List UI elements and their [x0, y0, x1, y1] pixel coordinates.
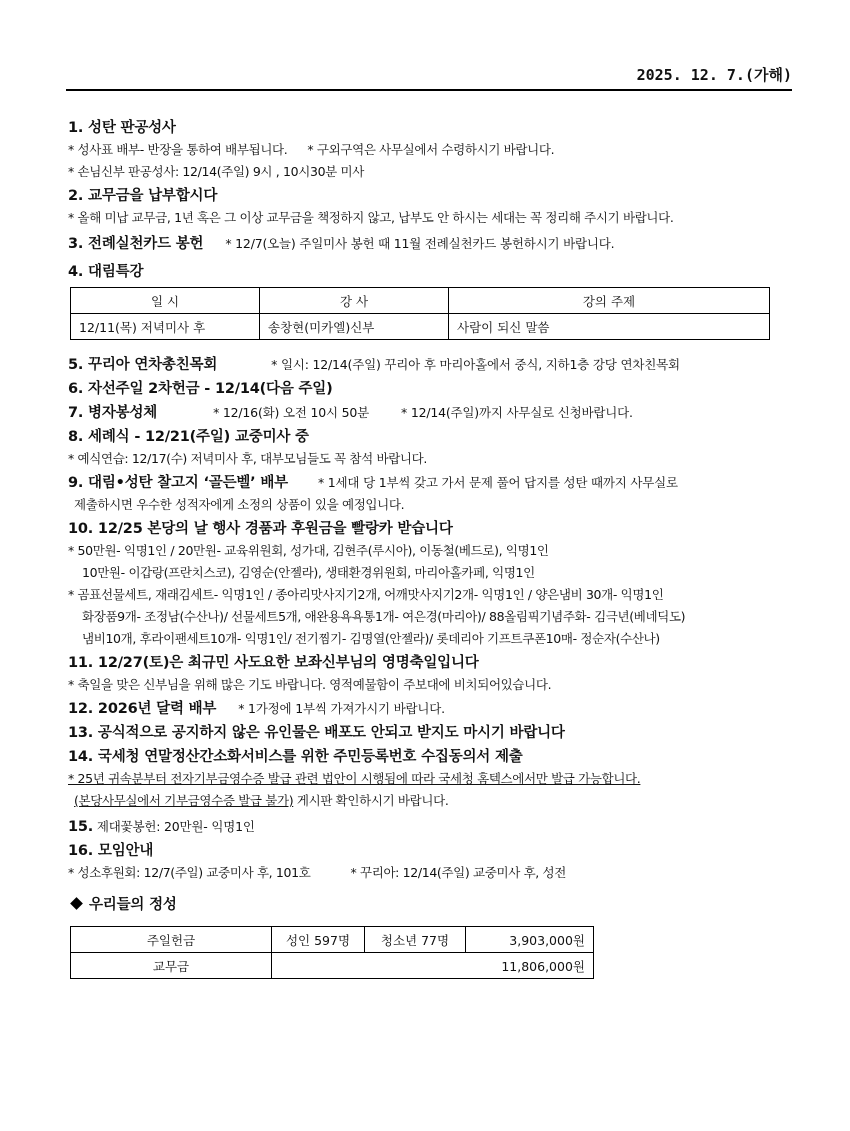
section-10-line: 10만원- 이갑랑(프란치스코), 김영순(안젤라), 생태환경위원회, 마리아홀카페, 익명1인 — [82, 565, 535, 580]
section-1-title: 1. 성탄 판공성사 — [68, 120, 176, 136]
section-8-line: * 예식연습: 12/17(수) 저녁미사 후, 대부모님들도 꼭 참석 바랍니다. — [68, 451, 427, 466]
table-header: 일 시 — [71, 288, 260, 314]
table-cell: 송창현(미카엘)신부 — [260, 314, 449, 340]
table-cell: 교무금 — [71, 953, 272, 979]
section-11-title: 11. 12/27(토)은 최규민 사도요한 보좌신부님의 영명축일입니다 — [68, 655, 479, 671]
section-11-line: * 축일을 맞은 신부님을 위해 많은 기도 바랍니다. 영적예물함이 주보대에 비치되어있습니다. — [68, 677, 552, 692]
section-2-title: 2. 교무금을 납부합시다 — [68, 188, 218, 204]
section-12-title: 12. 2026년 달력 배부 * 1가정에 1부씩 가져가시기 바랍니다. — [68, 701, 445, 717]
section-7-title: 7. 병자봉성체 * 12/16(화) 오전 10시 50분 * 12/14(주일)까지 사무실로 신청바랍니다. — [68, 405, 633, 421]
section-15: 15. 제대꽃봉헌: 20만원- 익명1인 — [68, 819, 255, 835]
section-8-title: 8. 세례식 - 12/21(주일) 교중미사 중 — [68, 429, 309, 445]
table-cell: 3,903,000원 — [466, 927, 594, 953]
section-14-line: * 25년 귀속분부터 전자기부금영수증 발급 관련 법안이 시행됨에 따라 국세청 홈텍스에서만 발급 가능합니다. — [68, 771, 641, 786]
table-header-row — [71, 288, 770, 314]
section-16-line: * 성소후원회: 12/7(주일) 교중미사 후, 101호 * 꾸리아: 12/14(주일) 교중미사 후, 성전 — [68, 865, 566, 880]
lecture-table — [70, 287, 770, 340]
section-9-line: 제출하시면 우수한 성적자에게 소정의 상품이 있을 예정입니다. — [74, 497, 405, 512]
table-header: 강 사 — [260, 288, 449, 314]
header-divider — [66, 89, 792, 91]
table-cell: 11,806,000원 — [272, 953, 594, 979]
section-2-line: * 올해 미납 교무금, 1년 혹은 그 이상 교무금을 책정하지 않고, 납부도 안 하시는 세대는 꼭 정리해 주시기 바랍니다. — [68, 210, 674, 225]
section-14-line: (본당사무실에서 기부금영수증 발급 불가) 게시판 확인하시기 바랍니다. — [74, 793, 449, 808]
offering-title: 우리들의 정성 — [68, 894, 783, 916]
section-3-title: 3. 전례실천카드 봉헌 * 12/7(오늘) 주일미사 봉헌 때 11월 전례실천카드 봉헌하시기 바랍니다. — [68, 236, 615, 252]
section-13-title: 13. 공식적으로 공지하지 않은 유인물은 배포도 안되고 받지도 마시기 바랍니다 — [68, 725, 565, 741]
table-cell: 주일헌금 — [71, 927, 272, 953]
section-14-title: 14. 국세청 연말정산간소화서비스를 위한 주민등록번호 수집동의서 제출 — [68, 749, 523, 765]
bulletin-content — [68, 115, 783, 979]
section-10-line: 화장품9개- 조정남(수산나)/ 선물세트5개, 애완용욕욕통1개- 여은경(마리아)/ 88올림픽기념주화- 김극년(베네딕도) — [82, 609, 686, 624]
section-4-title: 4. 대림특강 — [68, 264, 144, 280]
section-5-title: 5. 꾸리아 연차총친목회 * 일시: 12/14(주일) 꾸리아 후 마리아홀에서 중식, 지하1층 강당 연차친목회 — [68, 357, 680, 373]
section-9-title: 9. 대림•성탄 찰고지 ‘골든벨’ 배부 * 1세대 당 1부씩 갖고 가서 문제 풀어 답지를 성탄 때까지 사무실로 — [68, 475, 678, 491]
section-10-line: * 50만원- 익명1인 / 20만원- 교육위원회, 성가대, 김현주(루시아), 이동철(베드로), 익명1인 — [68, 543, 549, 558]
table-cell: 12/11(목) 저녁미사 후 — [71, 314, 260, 340]
section-1-line: * 손님신부 판공성사: 12/14(주일) 9시 , 10시30분 미사 — [68, 164, 364, 179]
section-10-line: * 곰표선물세트, 재래김세트- 익명1인 / 종아리맛사지기2개, 어깨맛사지기2개- 익명1인 / 양은냄비 30개- 익명1인 — [68, 587, 664, 602]
section-10-line: 냄비10개, 후라이팬세트10개- 익명1인/ 전기찜기- 김명열(안젤라)/ 롯데리아 기프트쿠폰10매- 정순자(수산나) — [82, 631, 660, 646]
table-row — [71, 953, 594, 979]
table-cell: 성인 597명 — [272, 927, 365, 953]
table-row — [71, 927, 594, 953]
section-10-title: 10. 12/25 본당의 날 행사 경품과 후원금을 빨랑카 받습니다 — [68, 521, 453, 537]
section-16-title: 16. 모임안내 — [68, 843, 154, 859]
table-cell: 사람이 되신 말씀 — [449, 314, 770, 340]
bulletin-date: 2025. 12. 7.(가해) — [636, 66, 792, 84]
section-6-title: 6. 자선주일 2차헌금 - 12/14(다음 주일) — [68, 381, 333, 397]
table-cell: 청소년 77명 — [365, 927, 466, 953]
diamond-bullet-icon — [70, 897, 83, 910]
table-row — [71, 314, 770, 340]
offering-table — [70, 926, 594, 979]
section-1-line: * 성사표 배부- 반장을 통하여 배부됩니다. * 구외구역은 사무실에서 수령하시기 바랍니다. — [68, 142, 555, 157]
table-header: 강의 주제 — [449, 288, 770, 314]
